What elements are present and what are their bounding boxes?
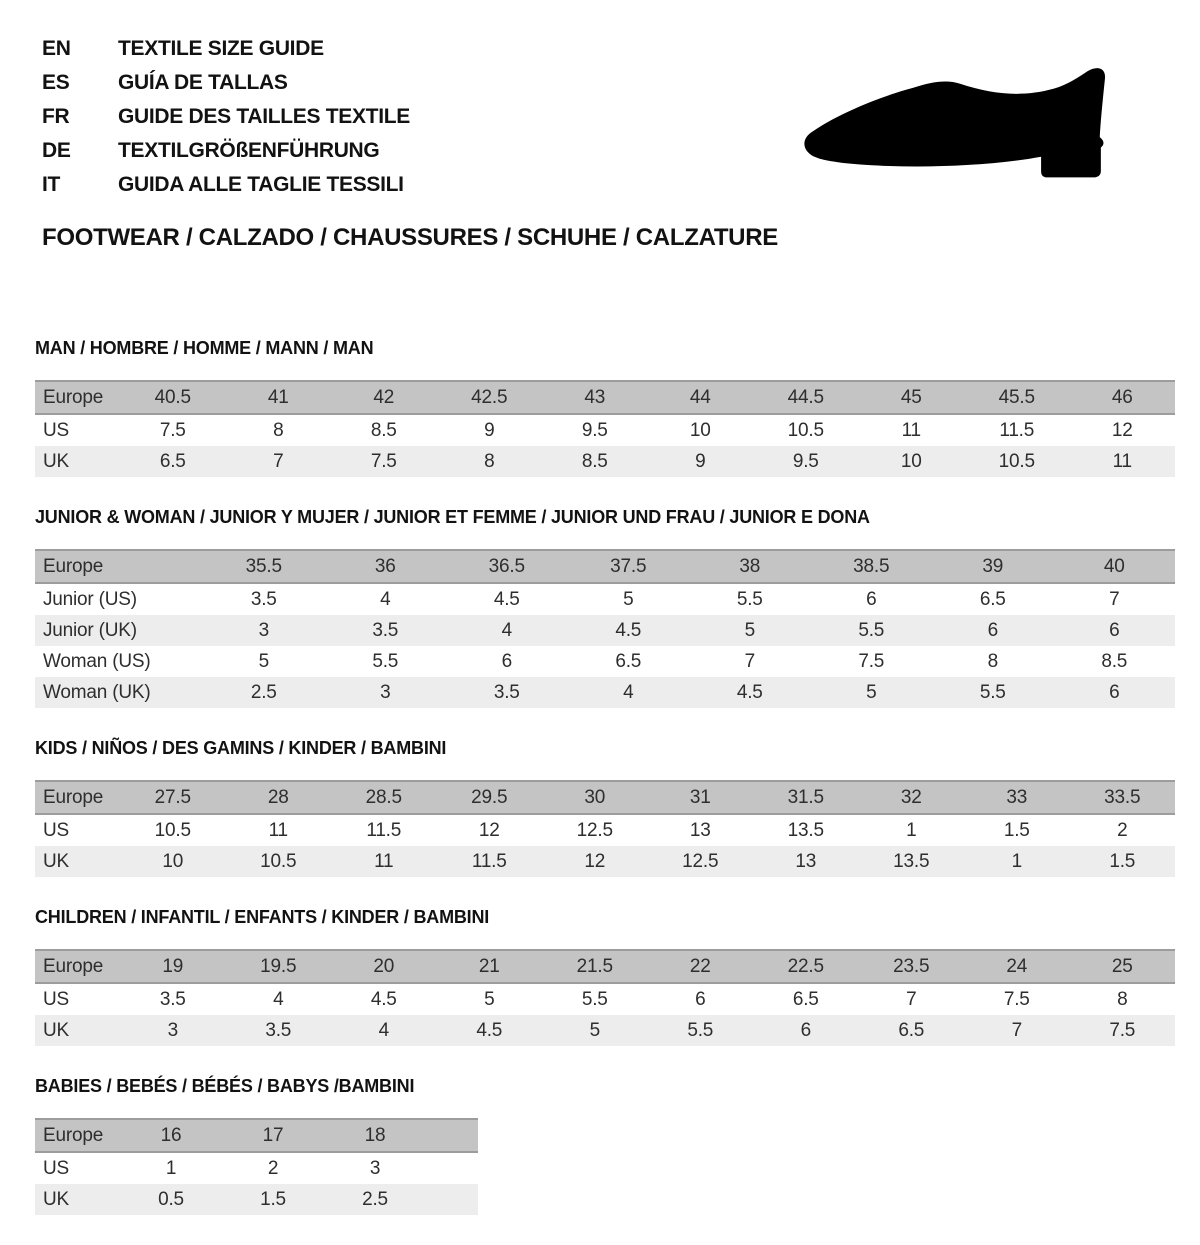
size-value: 4.5 [437, 1015, 543, 1046]
size-value: 4 [226, 983, 332, 1015]
size-value: 3 [325, 677, 447, 708]
size-value: 5.5 [325, 646, 447, 677]
guide-title-de: TEXTILGRÖßENFÜHRUNG [118, 139, 380, 162]
size-value: 7.5 [120, 414, 226, 446]
size-value: 5 [203, 646, 325, 677]
language-row-fr [42, 100, 410, 134]
size-section-man [35, 338, 1175, 477]
size-value: 25 [1070, 950, 1176, 983]
size-value: 31.5 [753, 781, 859, 814]
size-value: 4 [331, 1015, 437, 1046]
size-value: 7 [859, 983, 965, 1015]
size-value: 6.5 [859, 1015, 965, 1046]
size-value: 5.5 [542, 983, 648, 1015]
size-value: 9 [437, 414, 543, 446]
size-value: 4 [446, 615, 568, 646]
size-value: 0.5 [120, 1184, 222, 1215]
size-value: 31 [648, 781, 754, 814]
size-value: 12 [437, 814, 543, 846]
size-value: 28 [226, 781, 332, 814]
size-section-kids [35, 738, 1175, 877]
row-label: Woman (US) [35, 646, 203, 677]
section-title-children: CHILDREN / INFANTIL / ENFANTS / KINDER / BAMBINI [35, 907, 490, 927]
size-value: 41 [226, 381, 332, 414]
size-value: 3.5 [203, 583, 325, 615]
size-value: 6.5 [932, 583, 1054, 615]
table-row-us [35, 814, 1175, 846]
language-code: FR [42, 105, 70, 128]
row-label: US [35, 983, 120, 1015]
size-value: 10.5 [226, 846, 332, 877]
size-value: 13.5 [859, 846, 965, 877]
size-value: 6 [811, 583, 933, 615]
size-value: 7.5 [1070, 1015, 1176, 1046]
size-value: 39 [932, 550, 1054, 583]
size-value: 11 [859, 414, 965, 446]
table-row-junior-uk [35, 615, 1175, 646]
language-code: EN [42, 37, 71, 60]
size-value: 5 [811, 677, 933, 708]
size-value: 1 [859, 814, 965, 846]
size-value: 11 [331, 846, 437, 877]
size-value: 35.5 [203, 550, 325, 583]
size-value: 8.5 [542, 446, 648, 477]
shoe-silhouette-icon [800, 62, 1140, 197]
size-value: 3.5 [325, 615, 447, 646]
size-value: 8 [932, 646, 1054, 677]
table-row-uk [35, 846, 1175, 877]
section-title-babies: BABIES / BEBÉS / BÉBÉS / BABYS /BAMBINI [35, 1076, 415, 1096]
size-value: 7.5 [964, 983, 1070, 1015]
size-section-children [35, 907, 1175, 1046]
size-value: 10 [120, 846, 226, 877]
table-row-europe [35, 550, 1175, 583]
size-value: 6 [753, 1015, 859, 1046]
language-header [42, 32, 410, 202]
size-value: 27.5 [120, 781, 226, 814]
size-value: 21 [437, 950, 543, 983]
size-value: 1 [964, 846, 1070, 877]
size-value: 8 [437, 446, 543, 477]
size-value: 5 [689, 615, 811, 646]
row-label: Europe [35, 950, 120, 983]
size-value: 38 [689, 550, 811, 583]
size-value: 3 [324, 1152, 426, 1184]
size-value: 43 [542, 381, 648, 414]
table-row-europe [35, 781, 1175, 814]
size-value: 28.5 [331, 781, 437, 814]
size-value: 2 [1070, 814, 1176, 846]
size-value: 42 [331, 381, 437, 414]
size-value: 8 [226, 414, 332, 446]
size-value: 10.5 [753, 414, 859, 446]
size-value: 6 [648, 983, 754, 1015]
size-value: 7 [689, 646, 811, 677]
size-value: 4.5 [689, 677, 811, 708]
size-value: 12 [1070, 414, 1176, 446]
size-value: 7 [964, 1015, 1070, 1046]
row-label: Junior (US) [35, 583, 203, 615]
size-value: 21.5 [542, 950, 648, 983]
row-label: UK [35, 1015, 120, 1046]
guide-title-fr: GUIDE DES TAILLES TEXTILE [118, 105, 410, 128]
size-value: 11.5 [437, 846, 543, 877]
size-value: 7.5 [811, 646, 933, 677]
size-value: 4 [568, 677, 690, 708]
size-value: 10 [648, 414, 754, 446]
row-label: UK [35, 446, 120, 477]
size-value: 10 [859, 446, 965, 477]
size-value: 3.5 [446, 677, 568, 708]
size-value: 6.5 [568, 646, 690, 677]
row-label: Europe [35, 1119, 120, 1152]
size-value: 8.5 [331, 414, 437, 446]
size-value: 16 [120, 1119, 222, 1152]
size-value: 29.5 [437, 781, 543, 814]
size-value: 12.5 [542, 814, 648, 846]
size-value: 9.5 [542, 414, 648, 446]
size-value: 1 [120, 1152, 222, 1184]
size-value: 11 [226, 814, 332, 846]
size-value: 7.5 [331, 446, 437, 477]
size-value: 3.5 [226, 1015, 332, 1046]
size-value: 44 [648, 381, 754, 414]
table-row-europe [35, 950, 1175, 983]
table-row-us [35, 983, 1175, 1015]
size-value: 6.5 [753, 983, 859, 1015]
language-row-it [42, 168, 410, 202]
size-value: 7 [226, 446, 332, 477]
size-value: 13 [648, 814, 754, 846]
language-row-es [42, 66, 410, 100]
table-row-us [35, 414, 1175, 446]
size-value: 5.5 [932, 677, 1054, 708]
size-value: 11.5 [964, 414, 1070, 446]
table-row-europe [35, 1119, 478, 1152]
size-value: 44.5 [753, 381, 859, 414]
size-value: 3 [203, 615, 325, 646]
size-value: 5 [568, 583, 690, 615]
row-label: UK [35, 846, 120, 877]
size-value: 22.5 [753, 950, 859, 983]
filler-cell [426, 1119, 478, 1152]
table-row-uk [35, 446, 1175, 477]
row-label: Junior (UK) [35, 615, 203, 646]
size-value: 40.5 [120, 381, 226, 414]
size-value: 8.5 [1054, 646, 1176, 677]
size-table-kids [35, 780, 1175, 877]
size-value: 1.5 [222, 1184, 324, 1215]
size-value: 5 [542, 1015, 648, 1046]
size-value: 9.5 [753, 446, 859, 477]
language-row-de [42, 134, 410, 168]
row-label: US [35, 1152, 120, 1184]
sections [35, 338, 1175, 1245]
guide-title-es: GUÍA DE TALLAS [118, 71, 288, 94]
size-value: 18 [324, 1119, 426, 1152]
size-value: 45.5 [964, 381, 1070, 414]
size-value: 20 [331, 950, 437, 983]
row-label: US [35, 414, 120, 446]
size-value: 11.5 [331, 814, 437, 846]
section-title-man: MAN / HOMBRE / HOMME / MANN / MAN [35, 338, 374, 358]
size-value: 38.5 [811, 550, 933, 583]
size-table-junior-woman [35, 549, 1175, 708]
size-value: 6.5 [120, 446, 226, 477]
table-row-woman-us [35, 646, 1175, 677]
size-table-children [35, 949, 1175, 1046]
size-value: 3 [120, 1015, 226, 1046]
section-title-kids: KIDS / NIÑOS / DES GAMINS / KINDER / BAMBINI [35, 738, 447, 758]
table-row-europe [35, 381, 1175, 414]
table-row-woman-uk [35, 677, 1175, 708]
size-value: 17 [222, 1119, 324, 1152]
row-label: UK [35, 1184, 120, 1215]
size-value: 19.5 [226, 950, 332, 983]
size-value: 19 [120, 950, 226, 983]
size-value: 5.5 [689, 583, 811, 615]
size-value: 2.5 [324, 1184, 426, 1215]
size-value: 12.5 [648, 846, 754, 877]
size-section-junior-woman [35, 507, 1175, 708]
row-label: Woman (UK) [35, 677, 203, 708]
size-value: 37.5 [568, 550, 690, 583]
size-value: 4.5 [446, 583, 568, 615]
size-value: 4.5 [568, 615, 690, 646]
size-value: 36 [325, 550, 447, 583]
size-value: 32 [859, 781, 965, 814]
row-label: Europe [35, 781, 120, 814]
language-code: DE [42, 139, 71, 162]
size-value: 13.5 [753, 814, 859, 846]
filler-cell [426, 1152, 478, 1184]
size-value: 42.5 [437, 381, 543, 414]
size-value: 9 [648, 446, 754, 477]
size-value: 10.5 [120, 814, 226, 846]
size-value: 6 [932, 615, 1054, 646]
row-label: US [35, 814, 120, 846]
size-value: 2 [222, 1152, 324, 1184]
size-value: 4.5 [331, 983, 437, 1015]
table-row-uk [35, 1015, 1175, 1046]
language-code: ES [42, 71, 70, 94]
table-row-junior-us [35, 583, 1175, 615]
size-value: 5 [437, 983, 543, 1015]
size-value: 8 [1070, 983, 1176, 1015]
size-value: 24 [964, 950, 1070, 983]
row-label: Europe [35, 381, 120, 414]
section-title-junior-woman: JUNIOR & WOMAN / JUNIOR Y MUJER / JUNIOR ET FEMME / JUNIOR UND FRAU / JUNIOR E DONA [35, 507, 870, 527]
size-value: 7 [1054, 583, 1176, 615]
guide-title-en: TEXTILE SIZE GUIDE [118, 37, 324, 60]
size-value: 23.5 [859, 950, 965, 983]
size-value: 1.5 [1070, 846, 1176, 877]
size-value: 33.5 [1070, 781, 1176, 814]
size-value: 36.5 [446, 550, 568, 583]
size-value: 33 [964, 781, 1070, 814]
size-value: 40 [1054, 550, 1176, 583]
size-section-babies [35, 1076, 1175, 1215]
size-value: 12 [542, 846, 648, 877]
size-value: 5.5 [648, 1015, 754, 1046]
size-value: 4 [325, 583, 447, 615]
category-line: FOOTWEAR / CALZADO / CHAUSSURES / SCHUHE / CALZATURE [42, 224, 778, 251]
row-label: Europe [35, 550, 203, 583]
language-code: IT [42, 173, 61, 196]
language-row-en [42, 32, 410, 66]
size-value: 6 [1054, 615, 1176, 646]
size-value: 2.5 [203, 677, 325, 708]
size-value: 46 [1070, 381, 1176, 414]
size-value: 10.5 [964, 446, 1070, 477]
size-table-man [35, 380, 1175, 477]
size-value: 22 [648, 950, 754, 983]
size-value: 6 [1054, 677, 1176, 708]
size-table-babies [35, 1118, 478, 1215]
size-value: 3.5 [120, 983, 226, 1015]
size-value: 30 [542, 781, 648, 814]
size-value: 45 [859, 381, 965, 414]
size-value: 5.5 [811, 615, 933, 646]
size-value: 6 [446, 646, 568, 677]
size-value: 1.5 [964, 814, 1070, 846]
guide-title-it: GUIDA ALLE TAGLIE TESSILI [118, 173, 404, 196]
table-row-us [35, 1152, 478, 1184]
size-value: 11 [1070, 446, 1176, 477]
size-value: 13 [753, 846, 859, 877]
